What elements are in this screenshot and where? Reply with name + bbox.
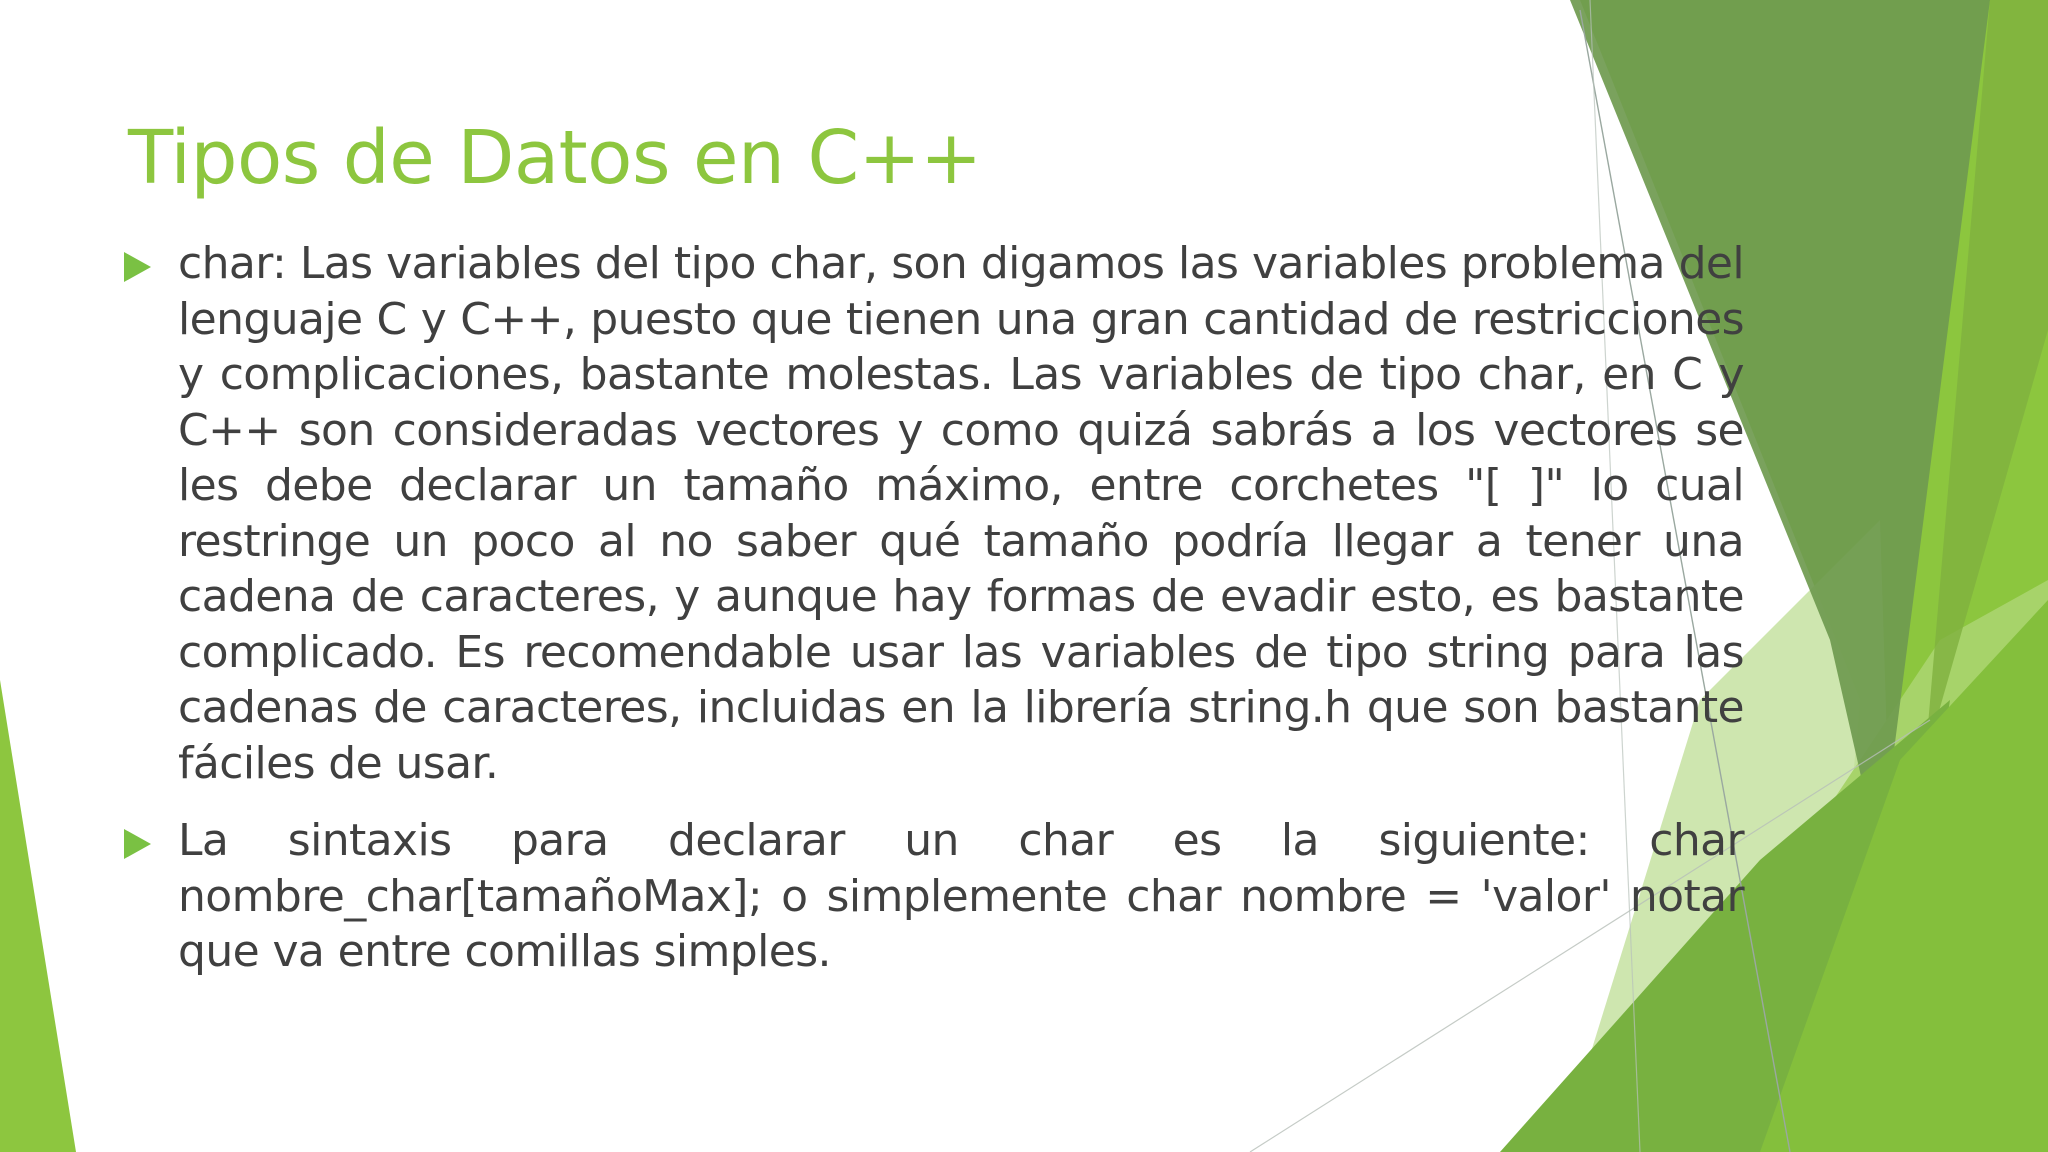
bullet-item xyxy=(124,236,1744,791)
bullet-text: char: Las variables del tipo char, son digamos las variables problema del lenguaje C y C++, puesto que tienen una gran cantidad de restricciones y complicaciones, bastante molestas. Las variables de tipo char, en C y C++ son consideradas vectores y como quizá sabrás a los vectores se les debe declarar un tamaño máximo, entre corchetes "[ ]" lo cual restringe un poco al no saber qué tamaño podría llegar a tener una cadena de caracteres, y aunque hay formas de evadir esto, es bastante complicado. Es recomendable usar las variables de tipo string para las cadenas de caracteres, incluidas en la librería string.h que son bastante fáciles de usar. xyxy=(178,238,1744,789)
bullet-text: La sintaxis para declarar un char es la siguiente: char nombre_char[tamañoMax]; o simplemente char nombre = 'valor' notar que va entre comillas simples. xyxy=(178,815,1744,977)
bullet-list xyxy=(124,236,1744,1002)
bullet-item xyxy=(124,813,1744,980)
triangle-bullet-icon xyxy=(124,829,151,859)
triangle-bullet-icon xyxy=(124,252,151,282)
slide-title: Tipos de Datos en C++ xyxy=(128,115,982,201)
